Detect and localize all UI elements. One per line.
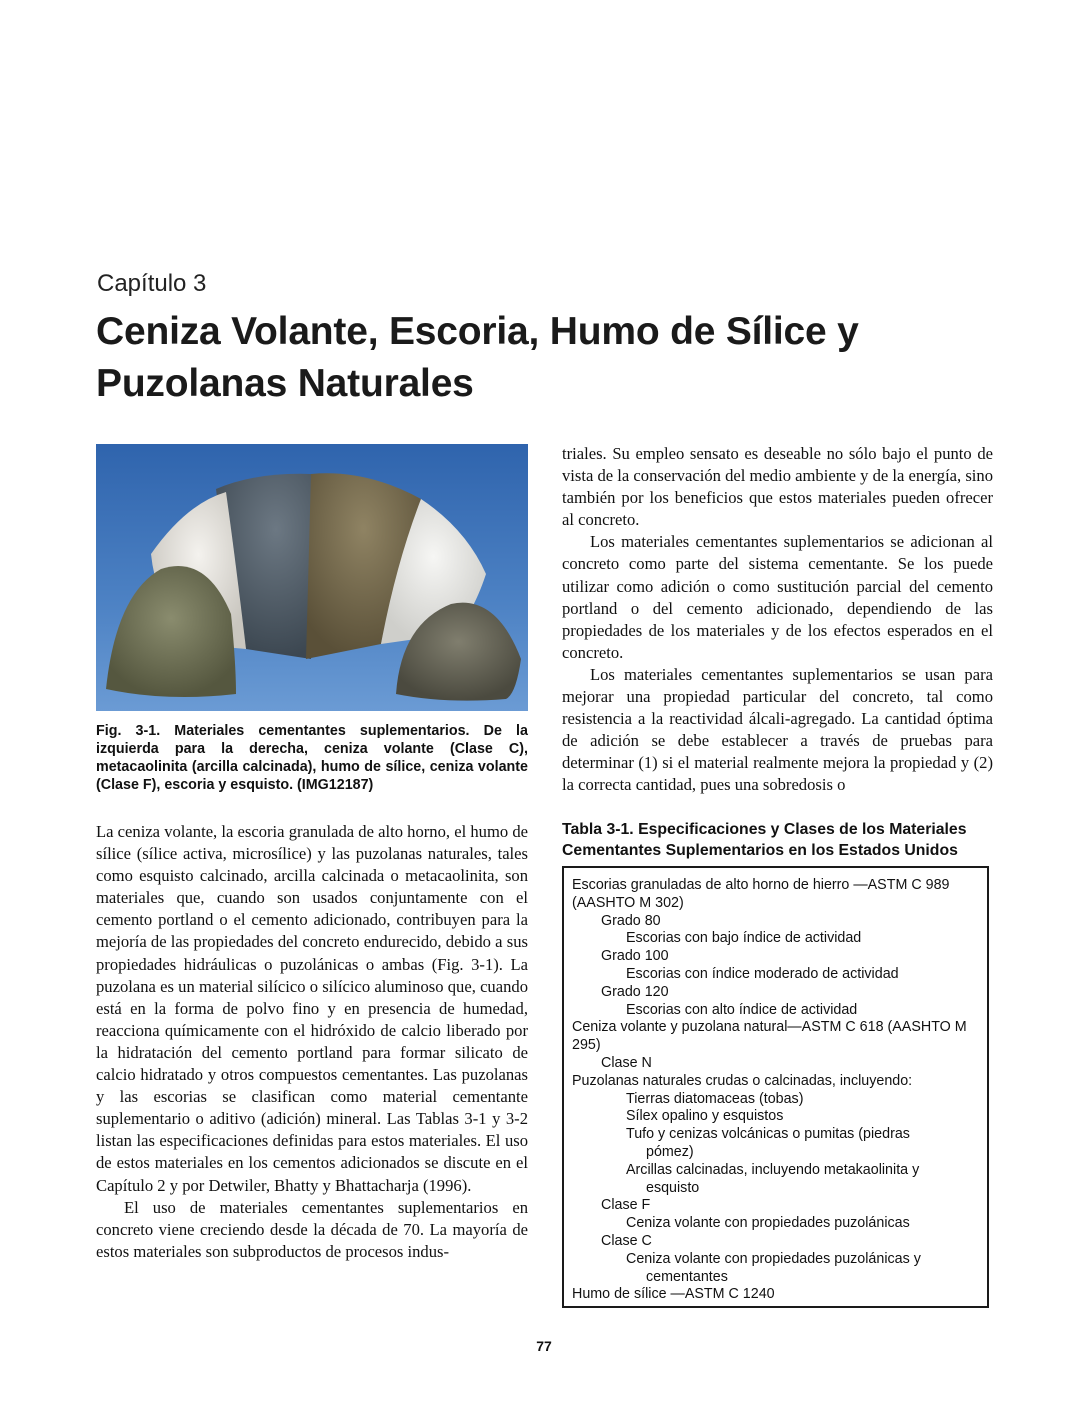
table-row: Clase F [601,1197,651,1214]
specifications-table [562,866,989,1308]
table-row: Grado 80 [601,912,661,929]
left-text-column [96,821,528,1263]
table-row: Clase N [601,1054,652,1071]
table-row: Grado 100 [601,948,669,965]
chapter-label: Capítulo 3 [97,270,207,297]
body-paragraph: El uso de materiales cementantes suplementarios en concreto viene creciendo desde la década de 70. La mayoría de estos materiales son subproductos de procesos indus- [96,1197,528,1261]
body-paragraph: Los materiales cementantes suplementarios se usan para mejorar una propiedad particular del concreto, tal como resistencia a la reactividad álcali-agregado. La cantidad óptima de adición se debe establecer a través de pruebas para determinar (1) si el material realmente mejora la propiedad y (2) la correcta cantidad, pues una sobredosis o [562,664,993,795]
body-paragraph: Los materiales cementantes suplementarios se adicionan al concreto como parte del sistema cementante. Se los puede utilizar como adición o como sustitución parcial del cemento portland o del cemento adicionado, dependiendo de las propiedades de los materiales y de los efectos esperados en el concreto. [562,532,993,662]
table-row-line: Arcillas calcinadas, incluyendo metakaolinita y [626,1161,920,1178]
table-row: Clase C [601,1232,652,1249]
table-title: Tabla 3-1. Especificaciones y Clases de los Materiales Cementantes Suplementarios en los Estados Unidos [562,821,967,859]
page-number: 77 [536,1338,552,1354]
table-row: Escorias granuladas de alto horno de hierro —ASTM C 989 (AASHTO M 302) [572,877,950,911]
table-row [572,1251,987,1287]
table-row-continuation: esquisto [646,1179,700,1196]
table-row: Sílex opalino y esquistos [626,1108,784,1125]
table-row: Ceniza volante y puzolana natural—ASTM C 618 (AASHTO M 295) [572,1019,967,1054]
table-row: Ceniza volante con propiedades puzolánicas [626,1215,910,1232]
table-row-line: Tufo y cenizas volcánicas o pumitas (piedras [626,1126,910,1143]
table-row-line: Ceniza volante con propiedades puzolánicas y [626,1250,921,1267]
materials-photo-illustration [96,444,528,711]
body-paragraph: triales. Su empleo sensato es deseable no sólo bajo el punto de vista de la conservación del medio ambiente y de la energía, sino también por los beneficios que estos materiales pueden ofrecer al concreto. [562,444,993,530]
table-row: Escorias con bajo índice de actividad [626,930,862,947]
table-row: Escorias con alto índice de actividad [626,1001,858,1018]
table-row [572,1126,987,1162]
chapter-title: Ceniza Volante, Escoria, Humo de Sílice y Puzolanas Naturales [96,310,859,405]
table-row: Grado 120 [601,983,669,1000]
table-row: Escorias con índice moderado de actividad [626,965,899,982]
body-paragraph: La ceniza volante, la escoria granulada de alto horno, el humo de sílice (sílice activa, microsílice) y las puzolanas naturales, tales como esquisto calcinado, arcilla calcinada o metacaolinita, son materiales que, cuando son usados conjuntamente con el cemento portland o el cemento adicionado, contribuyen para la mejoría de las propiedades del concreto endurecido, debido a sus propiedades hidráulicas o puzolánicas o ambas (Fig. 3-1). La puzolana es un material silícico o silícico aluminoso que, cuando está en la forma de polvo fino y en presencia de humedad, reacciona químicamente con el hidróxido de calcio liberado por la hidratación del cemento portland para formar silicato de calcio hidratado y otros compuestos cementantes. Las puzolanas y las escorias se clasifican como material cementante suplementario o aditivo (adición) mineral. Las Tablas 3-1 y 3-2 listan las especificaciones definidas para estos materiales. El uso de estos materiales en los cementos adicionados se discute en el Capítulo 2 y por Detwiler, Bhatty y Bhattacharja (1996). [96,822,528,1195]
figure-caption: Fig. 3-1. Materiales cementantes suplementarios. De la izquierda para la derecha, ceniza volante (Clase C), metacaolinita (arcilla calcinada), humo de sílice, ceniza volante (Clase F), escoria y esquisto. (IMG12187) [96,723,528,793]
table-row-continuation: cementantes [646,1268,728,1285]
table-row-continuation: pómez) [646,1143,694,1160]
table-row [572,1162,987,1198]
table-row: Puzolanas naturales crudas o calcinadas, incluyendo: [572,1072,913,1089]
table-row: Humo de sílice —ASTM C 1240 [572,1286,775,1303]
figure-photo [96,444,528,711]
right-text-column [562,443,993,797]
table-row: Tierras diatomaceas (tobas) [626,1090,804,1107]
